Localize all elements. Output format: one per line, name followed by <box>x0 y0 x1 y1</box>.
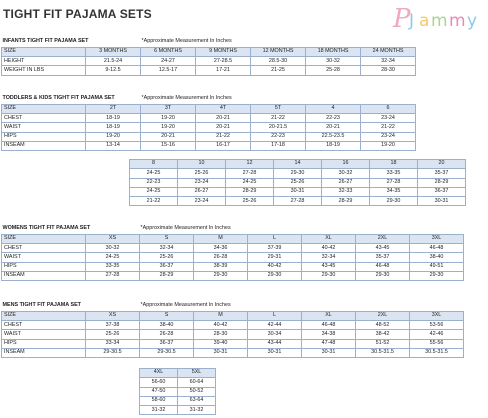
mens-size-table <box>1 302 464 358</box>
pjammy-logo <box>387 3 487 33</box>
table-row: HIPS 33-34 36-37 39-40 43-44 47-48 51-52 55-56 <box>2 339 464 348</box>
mens-extended-size-table <box>139 368 216 415</box>
table-row: CHEST 37-38 38-40 40-42 42-44 46-48 48-52 53-56 <box>2 321 464 330</box>
table-row: WAIST 25-26 26-28 28-30 30-34 34-38 38-42 42-46 <box>2 330 464 339</box>
table-row: 22-23 23-24 24-25 25-26 26-27 27-28 28-29 <box>130 178 466 187</box>
table-row: 56-60 60-64 <box>140 378 216 387</box>
table-row: HIPS 33-35 36-37 38-39 40-42 43-45 46-48 49-51 <box>2 262 464 271</box>
table-row: 21-22 23-24 25-26 27-28 28-29 29-30 30-31 <box>130 197 466 206</box>
svg-text:m: m <box>431 11 448 31</box>
table-header-row: SIZE XS S M L XL 2XL 3XL <box>2 234 464 243</box>
toddlers-title: TODDLERS & KIDS TIGHT FIT PAJAMA SET <box>2 95 141 104</box>
svg-text:y: y <box>467 11 478 31</box>
table-row: HIPS 19-20 20-21 21-22 22-23 22.5-23.5 23-24 <box>2 132 416 141</box>
table-row: CHEST 18-19 19-20 20-21 21-22 22-23 23-24 <box>2 114 416 123</box>
svg-text:a: a <box>419 11 430 31</box>
table-row: 24-25 26-27 28-29 30-31 32-33 34-35 36-37 <box>130 187 466 196</box>
table-row: INSEAM 27-28 28-29 29-30 29-30 29-30 29-30 29-30 <box>2 271 464 280</box>
table-row: 47-50 50-52 <box>140 387 216 396</box>
table-row: INSEAM 29-30.5 29-30.5 30-31 30-31 30-31 30.5-31.5 30.5-31.5 <box>2 348 464 357</box>
table-header-row: SIZE 3 MONTHS 6 MONTHS 9 MONTHS 12 MONTHS 18 MONTHS 24 MONTHS <box>2 47 416 56</box>
table-row: HEIGHT 21.5-24 24-27 27-28.5 28.5-30 30-32 32-34 <box>2 57 416 66</box>
table-header-row: 4XL 5XL <box>140 369 216 378</box>
svg-text:m: m <box>449 11 466 31</box>
table-row: WAIST 18-19 19-20 20-21 20-21.5 20-21 21-22 <box>2 123 416 132</box>
table-row: 58-60 63-64 <box>140 396 216 405</box>
infants-size-table <box>1 38 416 76</box>
infants-note: *Approximate Measurement In Inches <box>141 38 416 47</box>
table-row: WAIST 24-25 25-26 26-28 29-31 32-34 35-37 38-40 <box>2 253 464 262</box>
kids-extended-size-table <box>129 159 466 206</box>
table-row: INSEAM 13-14 15-16 16-17 17-18 18-19 19-20 <box>2 141 416 150</box>
mens-note: *Approximate Measurement In Inches <box>140 302 464 311</box>
svg-text:J: J <box>409 11 415 31</box>
table-header-row: SIZE 2T 3T 4T 5T 4 6 <box>2 104 416 113</box>
womens-size-table <box>1 225 464 281</box>
table-row: 24-25 25-26 27-28 29-30 30-32 33-35 35-37 <box>130 169 466 178</box>
mens-title: MENS TIGHT FIT PAJAMA SET <box>2 302 140 311</box>
table-row: CHEST 30-32 32-34 34-36 37-39 40-42 43-45 46-48 <box>2 244 464 253</box>
table-header-row: SIZE XS S M L XL 2XL 3XL <box>2 311 464 320</box>
table-header-row: 8 10 12 14 16 18 20 <box>130 160 466 169</box>
page-title: TIGHT FIT PAJAMA SETS <box>3 7 152 21</box>
womens-title: WOMENS TIGHT FIT PAJAMA SET <box>2 225 140 234</box>
womens-note: *Approximate Measurement In Inches <box>140 225 464 234</box>
table-row: WEIGHT IN LBS 9-12.5 12.5-17 17-21 21-25 25-28 28-30 <box>2 66 416 75</box>
infants-title: INFANTS TIGHT FIT PAJAMA SET <box>2 38 141 47</box>
svg-text:P: P <box>393 4 411 33</box>
toddlers-note: *Approximate Measurement In Inches <box>141 95 416 104</box>
toddlers-size-table <box>1 95 416 151</box>
table-row: 31-32 31-32 <box>140 406 216 415</box>
